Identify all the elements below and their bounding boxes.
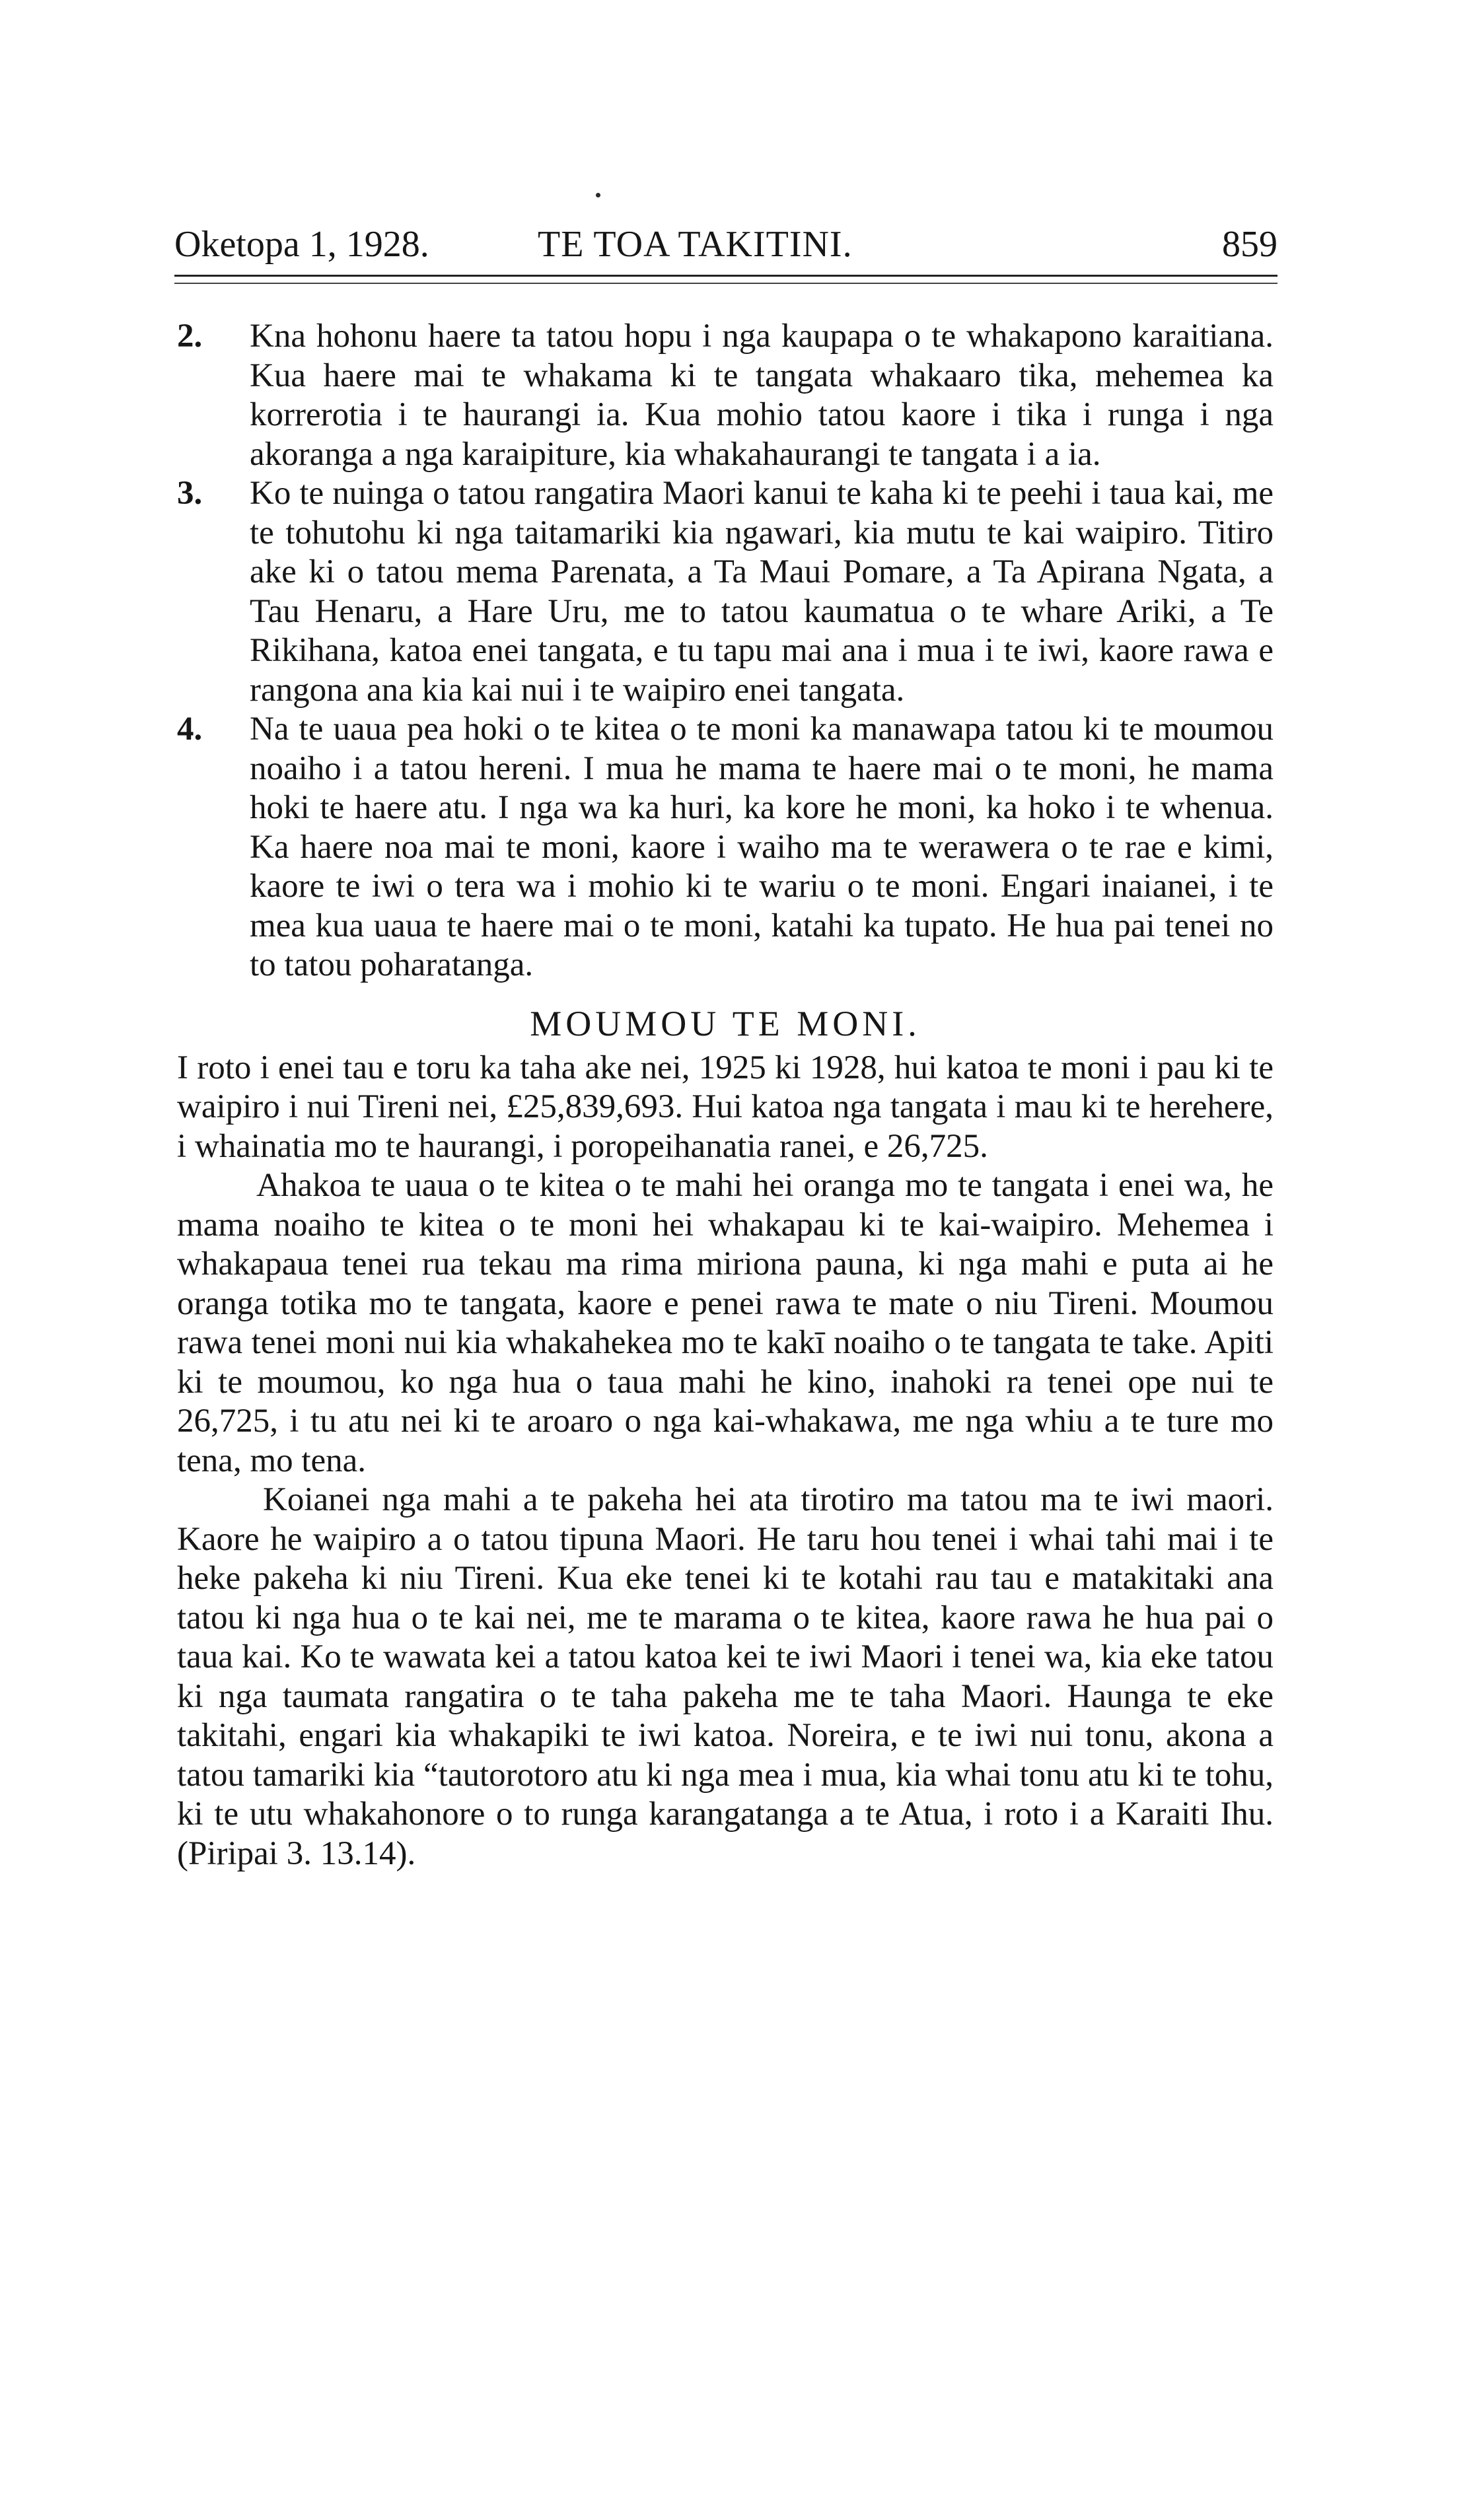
item-number: 4.	[177, 711, 203, 748]
section-heading: MOUMOU TE MONI.	[530, 1003, 921, 1043]
item-text: Ko te nuinga o tatou rangatira Maori kanui te kaha ki te peehi i taua kai, me te tohutohu ki nga taitamariki kia ngawari, kia mutu te kai waipiro. Titiro ake ki o tatou mema Parenata, a Ta Maui Pomare, a Ta Apirana Ngata, a Tau Henaru, a Hare Uru, me to tatou kaumatua o te whare Ariki, a Te Rikihana, katoa enei tangata, e tu tapu mai ana i mua i te iwi, kaore rawa e rangona ana kia kai nui i te waipiro enei tangata.	[250, 475, 1274, 709]
printer-mark	[596, 193, 600, 197]
numbered-item-4	[177, 710, 1274, 985]
header-rule	[174, 275, 1277, 277]
numbered-item-2	[177, 317, 1274, 474]
item-number: 2.	[177, 318, 203, 355]
item-number: 3.	[177, 475, 203, 512]
article-body	[177, 317, 1274, 1873]
section-paragraph: I roto i enei tau e toru ka taha ake nei, 1925 ki 1928, hui katoa te moni i pau ki te waipiro i nui Tireni nei, £25,839,693. Hui katoa nga tangata i mau ki te herehere, i whainatia mo te haurangi, i poropeihanatia ranei, e 26,725.	[177, 1049, 1274, 1165]
section-paragraph: Ahakoa te uaua o te kitea o te mahi hei oranga mo te tangata i enei wa, he mama noaiho te kitea o te moni hei whakapau ki te kai-waipiro. Mehemea i whakapaua tenei rua tekau ma rima miriona pauna, ki nga mahi e puta ai he oranga totika mo te tangata, kaore e penei rawa te mate o niu Tireni. Moumou rawa tenei moni nui kia whakahekea mo te kakī noaiho o te tangata te take. Apiti ki te moumou, ko nga hua o taua mahi he kino, inahoki ra tenei ope nui te 26,725, i tu atu nei ki te aroaro o nga kai-whakawa, me nga whiu a te ture mo tena, mo tena.	[177, 1167, 1274, 1479]
page-number: 859	[1222, 224, 1277, 265]
header-date: Oketopa 1, 1928.	[174, 224, 429, 265]
running-header	[174, 218, 1277, 271]
numbered-item-3	[177, 474, 1274, 710]
item-text: Kna hohonu haere ta tatou hopu i nga kaupapa o te whakapono karaitiana. Kua haere mai te whakama ki te tangata whakaaro tika, mehemea ka korrerotia i te haurangi ia. Kua mohio tatou kaore i tika i runga i nga akoranga a nga karaipiture, kia whakahaurangi te tangata i a ia.	[250, 318, 1274, 473]
publication-title: TE TOA TAKITINI.	[538, 224, 853, 265]
section-paragraph: Koianei nga mahi a te pakeha hei ata tirotiro ma tatou ma te iwi maori. Kaore he waipiro a o tatou tipuna Maori. He taru hou tenei i whai tahi mai i te heke pakeha ki niu Tireni. Kua eke tenei ki te kotahi rau tau e matakitaki ana tatou ki nga hua o te kai nei, me te marama o te kitea, kaore rawa he hua pai o taua kai. Ko te wawata kei a tatou katoa kei te iwi Maori i tenei wa, kia eke tatou ki nga taumata rangatira o te taha pakeha me te taha Maori. Haunga te eke takitahi, engari kia whakapiki te iwi katoa. Noreira, e te iwi nui tonu, akona a tatou tamariki kia “tautorotoro atu ki nga mea i mua, kia whai tonu atu ki te tohu, ki te utu whakahonore o to runga karangatanga a te Atua, i roto i a Karaiti Ihu. (Piripai 3. 13.14).	[177, 1481, 1274, 1872]
header-rule-thin	[174, 283, 1277, 284]
item-text: Na te uaua pea hoki o te kitea o te moni ka manawapa tatou ki te moumou noaiho i a tatou hereni. I mua he mama te haere mai o te moni, he mama hoki te haere atu. I nga wa ka huri, ka kore he moni, ka hoko i te whenua. Ka haere noa mai te moni, kaore i waiho ma te werawera o te rae e kimi, kaore te iwi o tera wa i mohio ki te wariu o te moni. Engari inaianei, i te mea kua uaua te haere mai o te moni, katahi ka tupato. He hua pai tenei no to tatou poharatanga.	[250, 711, 1274, 983]
